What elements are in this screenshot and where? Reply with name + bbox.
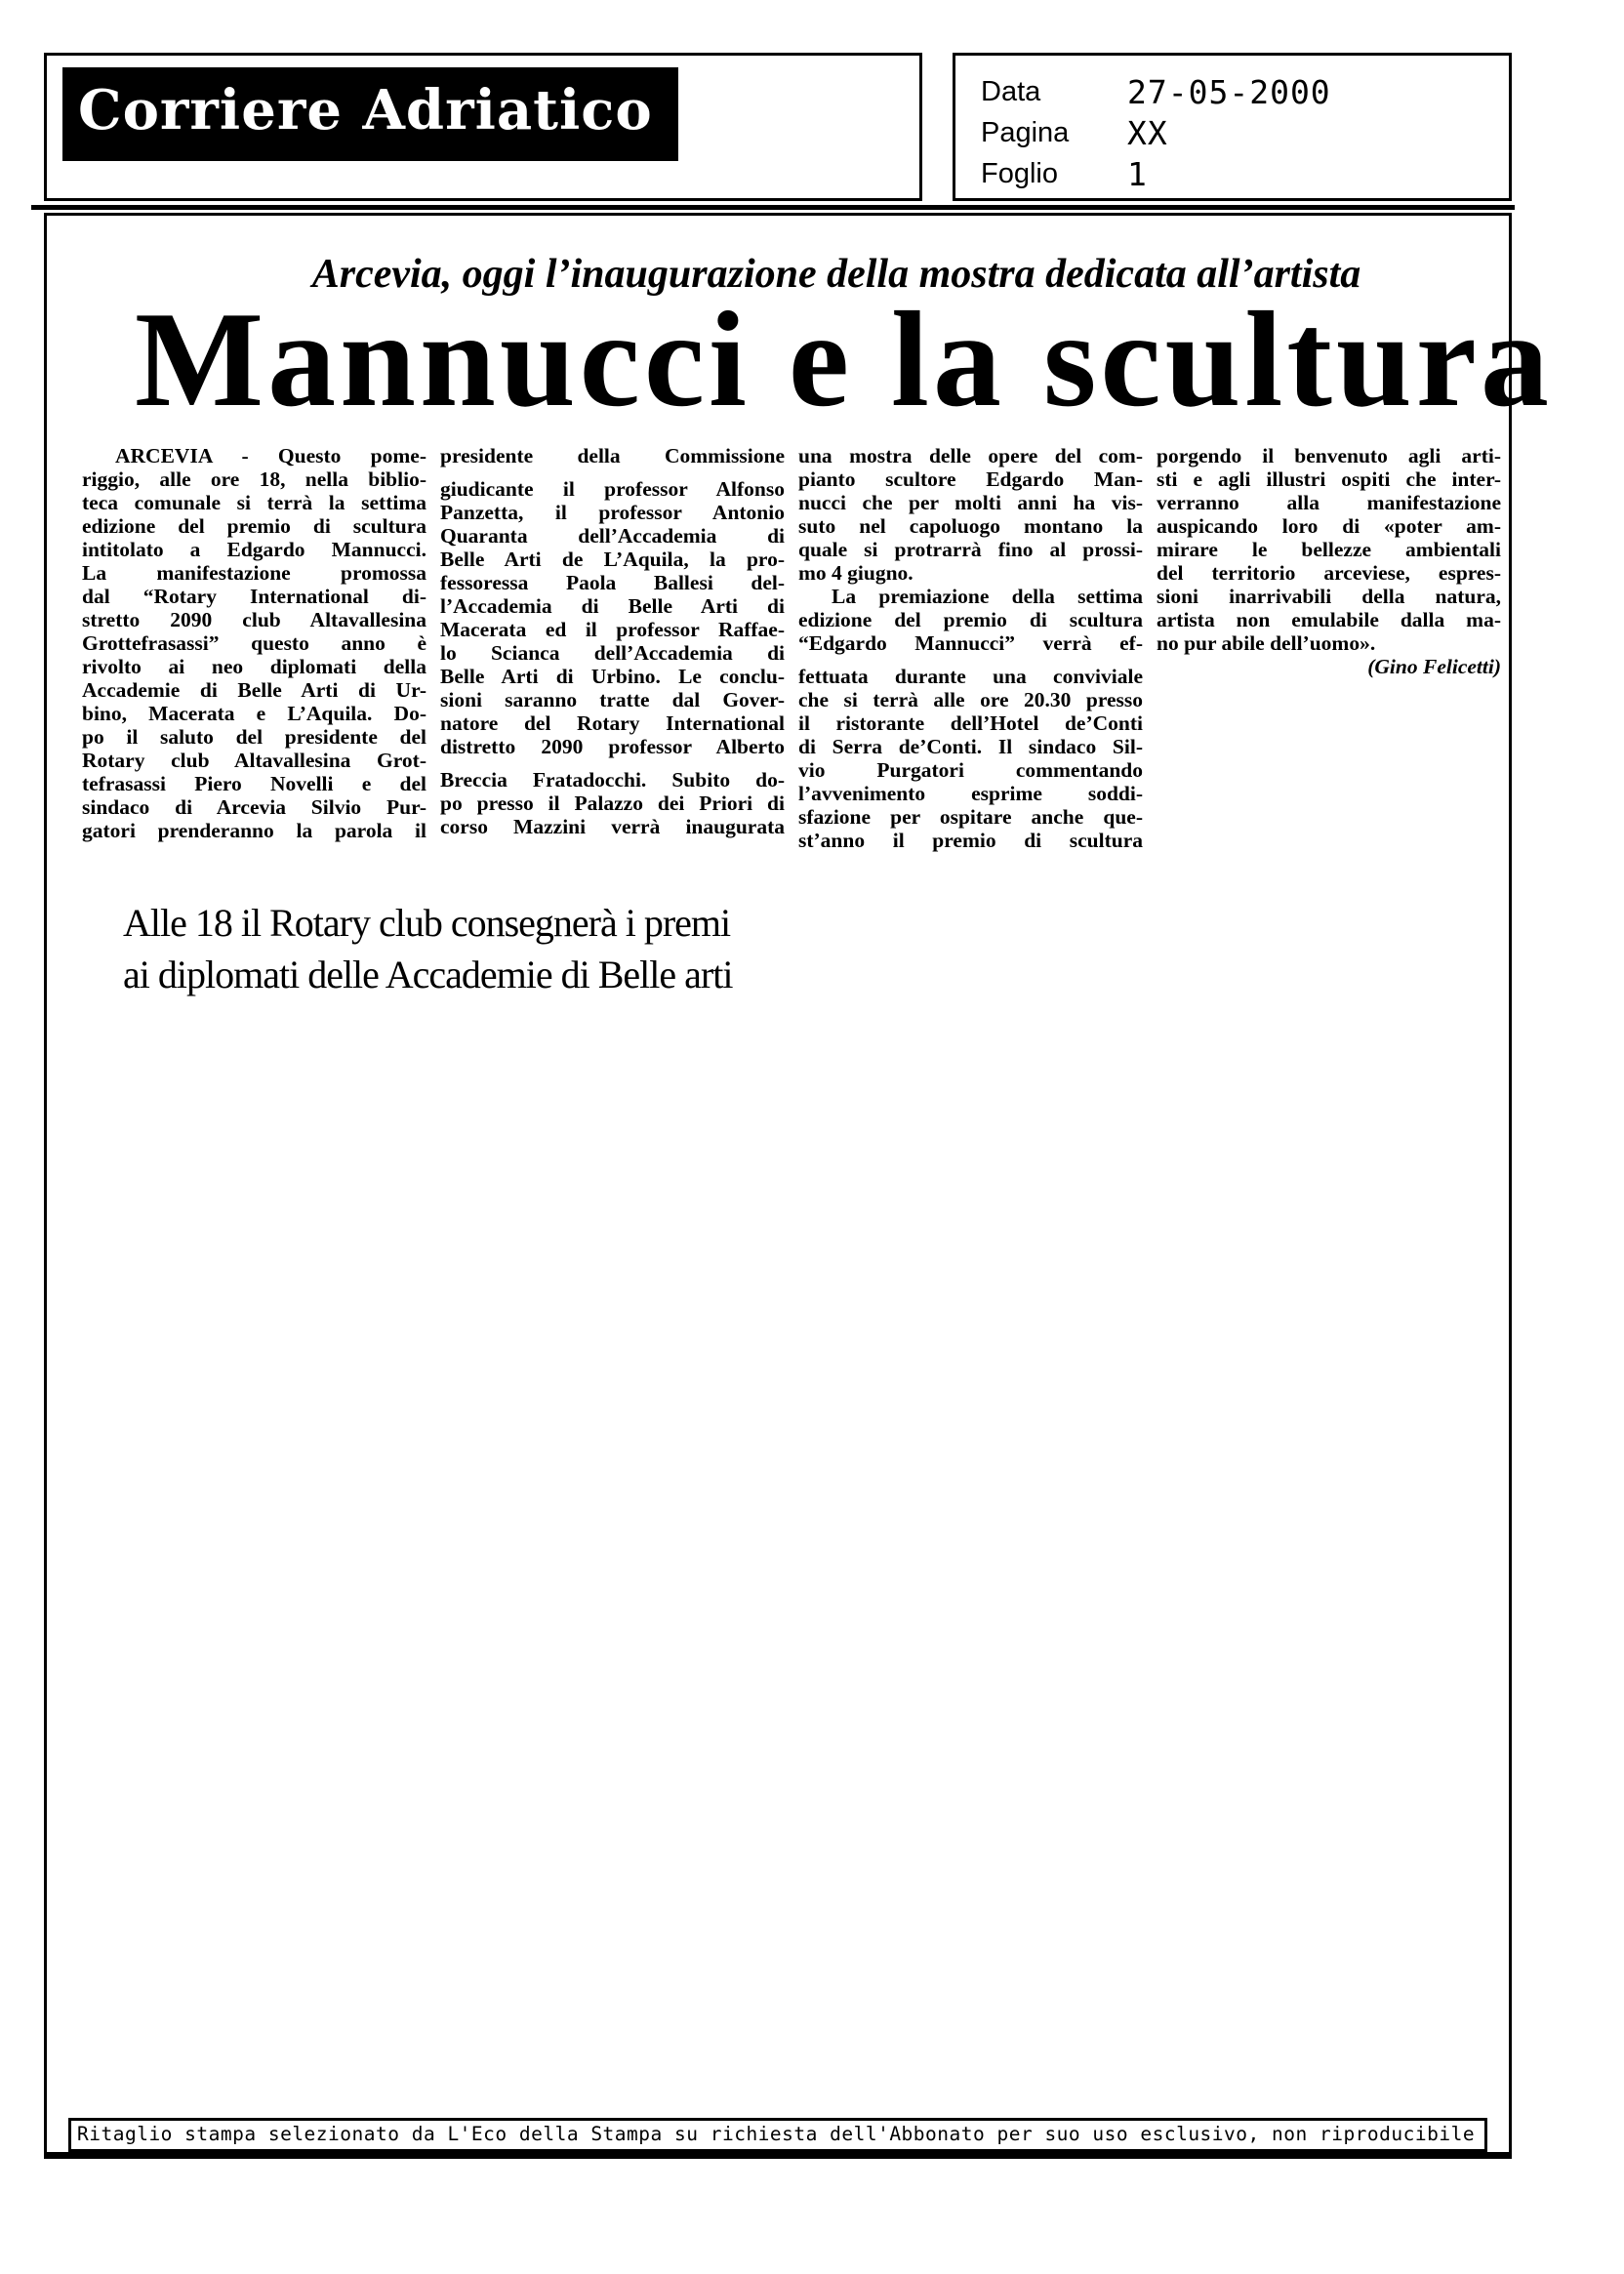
article-subhead [123, 897, 1509, 1000]
text-line: po il saluto del presidente del [82, 725, 426, 750]
meta-value-pagina: XX [1127, 113, 1168, 152]
text-line: una mostra delle opere del com- [798, 444, 1143, 468]
text-line: “Edgardo Mannucci” verrà ef- [798, 631, 1143, 656]
text-line: sindaco di Arcevia Silvio Pur- [82, 795, 426, 820]
text-line: giudicante il professor Alfonso [440, 477, 785, 502]
clipping-meta-box [953, 53, 1512, 201]
article-column-4 [1157, 444, 1501, 852]
text-line: (Gino Felicetti) [1367, 655, 1501, 679]
text-line: Rotary club Altavallesina Grot- [82, 749, 426, 773]
meta-label-pagina: Pagina [981, 116, 1070, 148]
text-line: corso Mazzini verrà inaugurata [440, 815, 785, 839]
text-line: Belle Arti de L’Aquila, la pro- [440, 548, 785, 572]
text-line: edizione del premio di scultura [82, 514, 426, 539]
text-line: dal “Rotary International di- [82, 585, 426, 609]
text-line: sioni inarrivabili della natura, [1157, 585, 1501, 609]
text-line: stretto 2090 club Altavallesina [82, 608, 426, 632]
meta-value-foglio: 1 [1127, 154, 1148, 193]
meta-value-data: 27-05-2000 [1127, 72, 1331, 111]
text-line: distretto 2090 professor Alberto [440, 735, 785, 759]
text-line: ARCEVIA - Questo pome- [115, 444, 426, 468]
text-line: riggio, alle ore 18, nella biblio- [82, 467, 426, 492]
meta-label-data: Data [981, 75, 1041, 107]
text-line: edizione del premio di scultura [798, 608, 1143, 632]
meta-label-foglio: Foglio [981, 157, 1058, 189]
text-line: auspicando loro di «poter am- [1157, 514, 1501, 539]
meta-row-foglio [981, 153, 1509, 194]
text-line: pianto scultore Edgardo Man- [798, 467, 1143, 492]
text-line: porgendo il benvenuto agli arti- [1157, 444, 1501, 468]
article-kicker: Arcevia, oggi l’inaugurazione della mostra dedicata all’artista [311, 252, 1361, 297]
article-column-1 [82, 444, 426, 852]
text-line: suto nel capoluogo montano la [798, 514, 1143, 539]
text-line: mirare le bellezze ambientali [1157, 538, 1501, 562]
article-column-3 [798, 444, 1143, 852]
text-line: st’anno il premio di scultura [798, 829, 1143, 853]
text-line: Grottefrasassi” questo anno è [82, 631, 426, 656]
text-line: Accademie di Belle Arti di Ur- [82, 678, 426, 703]
article-column-2 [440, 444, 785, 852]
clipping-footer [68, 2118, 1487, 2152]
text-line: sioni saranno tratte dal Gover- [440, 688, 785, 712]
text-line: fessoressa Paola Ballesi del- [440, 571, 785, 595]
meta-row-data [981, 71, 1509, 112]
meta-row-pagina [981, 112, 1509, 153]
text-line: sfazione per ospitare anche que- [798, 805, 1143, 830]
text-line: vio Purgatori commentando [798, 758, 1143, 783]
separator-rule [31, 205, 1515, 210]
article-headline: Mannucci e la scultura [135, 284, 1553, 436]
newspaper-logo: Corriere Adriatico [62, 67, 678, 161]
text-line: verranno alla manifestazione [1157, 491, 1501, 515]
text-line: di Serra de’Conti. Il sindaco Sil- [798, 735, 1143, 759]
text-line: mo 4 giugno. [798, 561, 914, 586]
article-columns [47, 415, 1509, 852]
clipping-footer-text: Ritaglio stampa selezionato da L'Eco della Stampa su richiesta dell'Abbonato per suo uso esclusivo, non riproducibile [77, 2123, 1476, 2145]
text-line: La premiazione della settima [832, 585, 1143, 609]
text-line: che si terrà alle ore 20.30 presso [798, 688, 1143, 712]
text-line: no pur abile dell’uomo». [1157, 631, 1376, 656]
text-line: Quaranta dell’Accademia di [440, 524, 785, 548]
text-line: La manifestazione promossa [82, 561, 426, 586]
text-line: Belle Arti di Urbino. Le conclu- [440, 665, 785, 689]
text-line: del territorio arceviese, espres- [1157, 561, 1501, 586]
text-line: teca comunale si terrà la settima [82, 491, 426, 515]
text-line: rivolto ai neo diplomati della [82, 655, 426, 679]
text-line: Alle 18 il Rotary club consegnerà i premi [123, 901, 731, 946]
text-line: Panzetta, il professor Antonio [440, 501, 785, 525]
text-line: il ristorante dell’Hotel de’Conti [798, 711, 1143, 736]
article-box [44, 213, 1553, 2159]
text-line: nucci che per molti anni ha vis- [798, 491, 1143, 515]
text-line: fettuata durante una conviviale [798, 665, 1143, 689]
text-line: Macerata ed il professor Raffae- [440, 618, 785, 642]
masthead-box [44, 53, 922, 201]
text-line: natore del Rotary International [440, 711, 785, 736]
text-line: artista non emulabile dalla ma- [1157, 608, 1501, 632]
text-line: bino, Macerata e L’Aquila. Do- [82, 702, 426, 726]
text-line: quale si protrarrà fino al prossi- [798, 538, 1143, 562]
text-line: ai diplomati delle Accademie di Belle arti [123, 953, 733, 997]
text-line: Breccia Fratadocchi. Subito do- [440, 768, 785, 792]
text-line: gatori prenderanno la parola il [82, 819, 426, 843]
text-line: lo Scianca dell’Accademia di [440, 641, 785, 666]
text-line: sti e agli illustri ospiti che inter- [1157, 467, 1501, 492]
text-line: intitolato a Edgardo Mannucci. [82, 538, 426, 562]
text-line: l’Accademia di Belle Arti di [440, 594, 785, 619]
text-line: tefrasassi Piero Novelli e del [82, 772, 426, 796]
text-line: presidente della Commissione [440, 444, 785, 468]
text-line: l’avvenimento esprime soddi- [798, 782, 1143, 806]
text-line: po presso il Palazzo dei Priori di [440, 792, 785, 816]
